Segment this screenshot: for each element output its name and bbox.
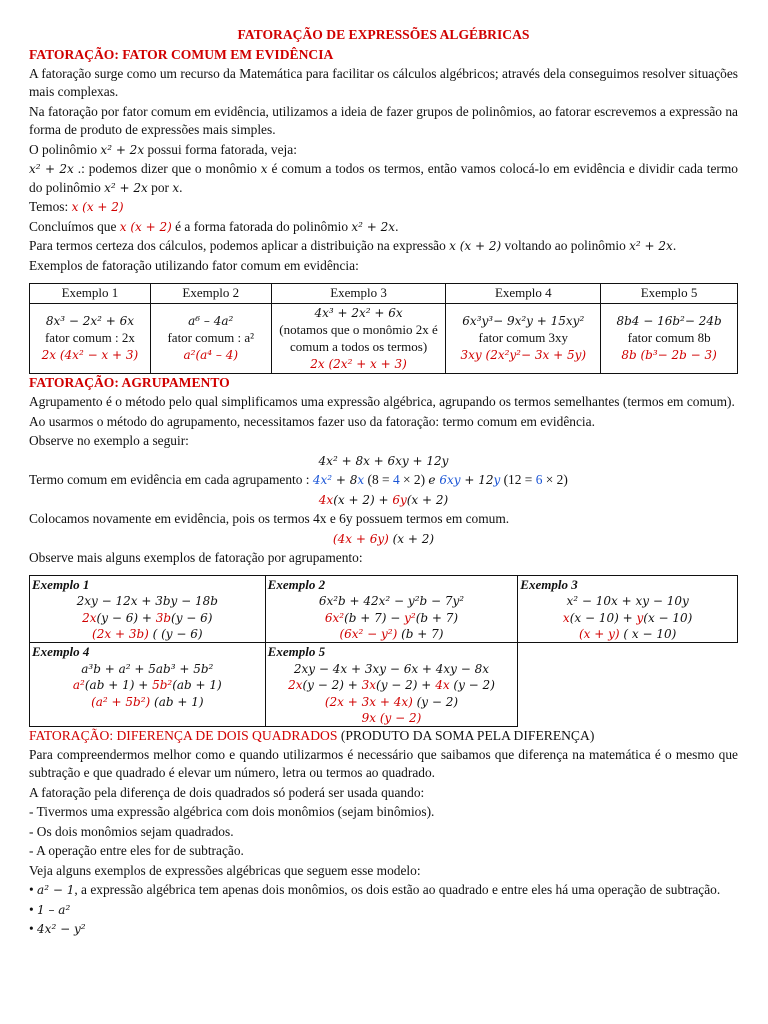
math-term: (y − 2) (412, 694, 459, 709)
example-label: Exemplo 4 (32, 644, 90, 660)
factored-form (268, 694, 516, 710)
polynomial: 6x²b + 42x² − y²b − 7y² (318, 594, 465, 609)
example-label: Exemplo 2 (267, 576, 326, 592)
paragraph: Observe no exemplo a seguir: (29, 433, 189, 449)
example-label: Exemplo 1 (32, 576, 90, 592)
paragraph: Ao usarmos o método do agrupamento, necessitamos fazer uso da fatoração: termo comum em evidência. (29, 413, 595, 429)
example-label: Exemplo 3 (520, 576, 578, 592)
heading-red-part: FATORAÇÃO: DIFERENÇA DE DOIS QUADRADOS (29, 728, 338, 744)
text: e (428, 473, 436, 488)
math-expression: a² − 1 (37, 883, 75, 898)
math-expression: 1 – a² (37, 902, 71, 917)
math-term: 4x (435, 678, 450, 693)
paragraph: A fatoração pela diferença de dois quadrados só poderá ser usada quando: (29, 784, 425, 800)
math-term: (y − 2) + (302, 678, 362, 693)
empty-cell (518, 643, 738, 727)
text: possui forma fatorada, veja: (144, 141, 297, 157)
math-expression: x² + 2x (29, 162, 74, 176)
polynomial: 2xy − 4x + 3xy − 6x + 4xy − 8x (293, 661, 490, 676)
math-term: (x + 2) (388, 531, 435, 546)
text: Temos: (29, 199, 72, 214)
table-header-cell: Exemplo 4 (446, 284, 601, 304)
math-term: y² (404, 610, 416, 625)
math-term: a² (72, 678, 85, 693)
math-term: + 8 (332, 473, 358, 488)
math-term: x (357, 473, 365, 488)
section-heading-grouping: FATORAÇÃO: AGRUPAMENTO (29, 375, 230, 391)
table-row (30, 575, 738, 643)
math-term: (x − 10) + (569, 610, 637, 625)
math-expression: 4x² + 8x + 6xy + 12y (318, 453, 449, 468)
list-item: - Tivermos uma expressão algébrica com dois monômios (sejam binômios). (29, 804, 435, 820)
paragraph: Veja alguns exemplos de expressões algébricas que seguem esse modelo: (29, 862, 421, 878)
table-header-row (30, 284, 738, 304)
text: .: podemos dizer que o monômio (73, 161, 261, 176)
math-term: (y − 2) + (376, 678, 436, 693)
grouping-examples-table (29, 575, 738, 728)
bullet: • (29, 901, 38, 917)
table-header-cell: Exemplo 1 (30, 284, 151, 304)
polynomial: 6x³y³− 9x²y + 15xy² (462, 314, 585, 329)
math-expression: x² + 2x (104, 180, 148, 195)
polynomial: x² − 10x + xy − 10y (566, 594, 689, 609)
grouping-step (32, 677, 263, 693)
math-expression: x (260, 162, 268, 176)
math-term: (y − 6) (171, 610, 213, 625)
polynomial: 8b4 − 16b²− 24b (616, 314, 722, 329)
grouping-step (268, 677, 516, 693)
polynomial: 4x³ + 2x² + 6x (314, 305, 403, 320)
factored-form: 2x (4x² − x + 3) (41, 348, 139, 363)
math-expression: 4x² − y² (37, 922, 86, 937)
table-cell (271, 303, 446, 374)
paragraph: Observe mais alguns exemplos de fatoração por agrupamento: (29, 550, 363, 566)
section-heading-common-factor: FATORAÇÃO: FATOR COMUM EM EVIDÊNCIA (29, 46, 334, 62)
equation (29, 452, 738, 471)
math-term: (b + 7) (397, 627, 444, 641)
math-term: (x + y) (578, 627, 620, 641)
factored-form (520, 626, 735, 642)
text: . (395, 218, 399, 234)
grouping-step (520, 610, 735, 626)
paragraph: Para compreendermos melhor como e quando utilizarmos é necessário que saibamos que diferença na matemática é o mesmo que subtração e que quadrado é elevar um número, letra ou termos ao quadrado. (29, 746, 738, 781)
math-expression: x² + 2x (351, 219, 396, 234)
math-term: 6y (392, 492, 407, 507)
math-term: 6x² (324, 610, 345, 625)
bullet-item (29, 920, 738, 939)
math-term: (a² + 5b²) (91, 694, 151, 709)
paragraph: Exemplos de fatoração utilizando fator comum em evidência: (29, 257, 359, 273)
paragraph (29, 237, 738, 256)
text: × 2) (542, 472, 568, 488)
paragraph (29, 160, 738, 197)
math-term: + 12 (460, 473, 494, 488)
polynomial: a³b + a² + 5ab³ + 5b² (81, 661, 214, 676)
list-item: - Os dois monômios sejam quadrados. (29, 823, 234, 839)
table-header-cell: Exemplo 3 (271, 284, 446, 304)
factored-form: 2x (2x² + x + 3) (310, 356, 407, 371)
math-term: y (636, 610, 644, 625)
math-expression: x² + 2x (629, 239, 673, 253)
math-term: xy (446, 473, 461, 488)
text: voltando ao polinômio (501, 238, 630, 253)
text: , a expressão algébrica tem apenas dois monômios, os dois estão ao quadrado e entre eles há uma operação de subtração. (74, 882, 721, 898)
text: × 2) (399, 472, 429, 488)
polynomial: a⁶ – 4a² (188, 314, 234, 329)
math-term: (ab + 1) (172, 678, 222, 693)
paragraph: Colocamos novamente em evidência, pois os termos 4x e 6y possuem termos em comum. (29, 511, 510, 527)
math-expression: x (172, 180, 180, 195)
math-expression: x (x + 2) (119, 219, 172, 234)
text: Termo comum em evidência em cada agrupamento : (29, 472, 313, 488)
table-cell (265, 643, 518, 727)
math-term: (4x + 6y) (332, 531, 389, 546)
factored-form (32, 626, 263, 642)
table-header-cell: Exemplo 5 (601, 284, 738, 304)
math-term: 4x² (312, 473, 333, 488)
math-term: (b + 7) (415, 610, 459, 625)
final-result: 9x (y − 2) (361, 710, 422, 725)
math-term: (ab + 1) (150, 694, 204, 709)
math-term: (b + 7) − (344, 610, 405, 625)
table-cell (265, 575, 518, 643)
common-factor-examples-table (29, 283, 738, 374)
paragraph (29, 218, 738, 237)
table-cell (30, 643, 266, 727)
math-term: (y − 6) + (96, 610, 156, 625)
table-cell (518, 575, 738, 643)
math-expression: x (x + 2) (449, 239, 502, 253)
text: . (672, 238, 677, 253)
table-cell (446, 303, 601, 374)
polynomial: 8x³ − 2x² + 6x (45, 314, 135, 329)
factored-form: a²(a⁴ – 4) (183, 348, 239, 363)
paragraph: Agrupamento é o método pelo qual simplificamos uma expressão algébrica, agrupando os termos semelhantes (termos em comum). (29, 394, 735, 410)
text: é a forma fatorada do polinômio (171, 218, 352, 234)
math-term: 4x (318, 492, 334, 507)
table-row (30, 303, 738, 374)
math-term: 6 (435, 473, 447, 488)
text: é comum a todos os termos, então vamos colocá-lo em evidência e dividir cada termo do polinômio (29, 161, 738, 195)
factored-form (268, 626, 516, 642)
section-heading-difference-of-squares (29, 727, 738, 746)
common-factor-text: (notamos que o monômio 2x é comum a todos os termos) (279, 321, 438, 354)
math-term: (x + 2) (406, 492, 449, 507)
text: . (179, 179, 183, 195)
text: Para termos certeza dos cálculos, podemos aplicar a distribuição na expressão (29, 238, 450, 253)
common-factor-text: fator comum : a² (167, 330, 255, 346)
math-term: (ab + 1) + (84, 678, 153, 693)
text: (8 = (364, 472, 393, 488)
common-factor-text: fator comum : 2x (44, 330, 135, 346)
math-term: (6x² − y²) (339, 627, 398, 641)
math-term: 4 (392, 472, 400, 488)
factored-form (32, 694, 263, 710)
equation (29, 491, 738, 510)
factored-form: 3xy (2x²y²− 3x + 5y) (460, 348, 587, 363)
math-term: (x − 10) (643, 610, 693, 625)
table-cell (150, 303, 271, 374)
example-label: Exemplo 5 (267, 644, 326, 660)
bullet: • (29, 882, 38, 898)
factored-form: 8b (b³− 2b − 3) (621, 348, 717, 363)
bullet: • (29, 921, 38, 937)
math-term: 3x (361, 678, 377, 693)
text: (12 = (500, 472, 536, 488)
math-term: 2x (288, 678, 303, 693)
math-term: 5b² (152, 678, 173, 693)
math-term: ( (y − 6) (148, 627, 203, 641)
heading-black-part: (PRODUTO DA SOMA PELA DIFERENÇA) (337, 728, 595, 744)
text: O polinômio (29, 141, 101, 157)
paragraph (29, 198, 738, 217)
equation (29, 530, 738, 549)
text: Concluímos que (29, 218, 120, 234)
paragraph (29, 471, 738, 490)
bullet-item (29, 901, 738, 920)
math-term: (x + 2) + (333, 492, 393, 507)
common-factor-text: fator comum 3xy (478, 330, 569, 346)
math-term: (y − 2) (449, 678, 495, 693)
paragraph: Na fatoração por fator comum em evidência, utilizamos a ideia de fazer grupos de polinômios, ao fatorar escrevemos a expressão na forma de produto de expressões mais simples. (29, 103, 738, 137)
table-row (30, 643, 738, 727)
common-factor-text: fator comum 8b (627, 330, 711, 346)
math-term: (2x + 3x + 4x) (324, 694, 413, 709)
text: por (147, 179, 173, 195)
math-term: 2x (82, 610, 97, 625)
list-item: - A operação entre eles for de subtração. (29, 843, 244, 859)
math-expression: x² + 2x (100, 142, 145, 157)
bullet-item (29, 881, 738, 900)
math-term: 6 (535, 472, 543, 488)
math-term: x (562, 610, 570, 625)
table-cell (601, 303, 738, 374)
math-term: 3b (155, 610, 172, 625)
math-term: (2x + 3b) (92, 627, 149, 641)
math-term: y (493, 473, 501, 488)
paragraph: A fatoração surge como um recurso da Matemática para facilitar os cálculos algébricos; através dela conseguimos resolver situações mais complexas. (29, 65, 738, 99)
grouping-step (268, 610, 516, 626)
table-cell (30, 303, 151, 374)
grouping-step (32, 610, 263, 626)
paragraph (29, 141, 738, 160)
document-title: FATORAÇÃO DE EXPRESSÕES ALGÉBRICAS (237, 27, 530, 42)
math-term: ( x − 10) (619, 627, 677, 641)
polynomial: 2xy − 12x + 3by − 18b (76, 594, 218, 609)
table-cell (30, 575, 266, 643)
math-expression: x (x + 2) (71, 200, 124, 214)
table-header-cell: Exemplo 2 (150, 284, 271, 304)
